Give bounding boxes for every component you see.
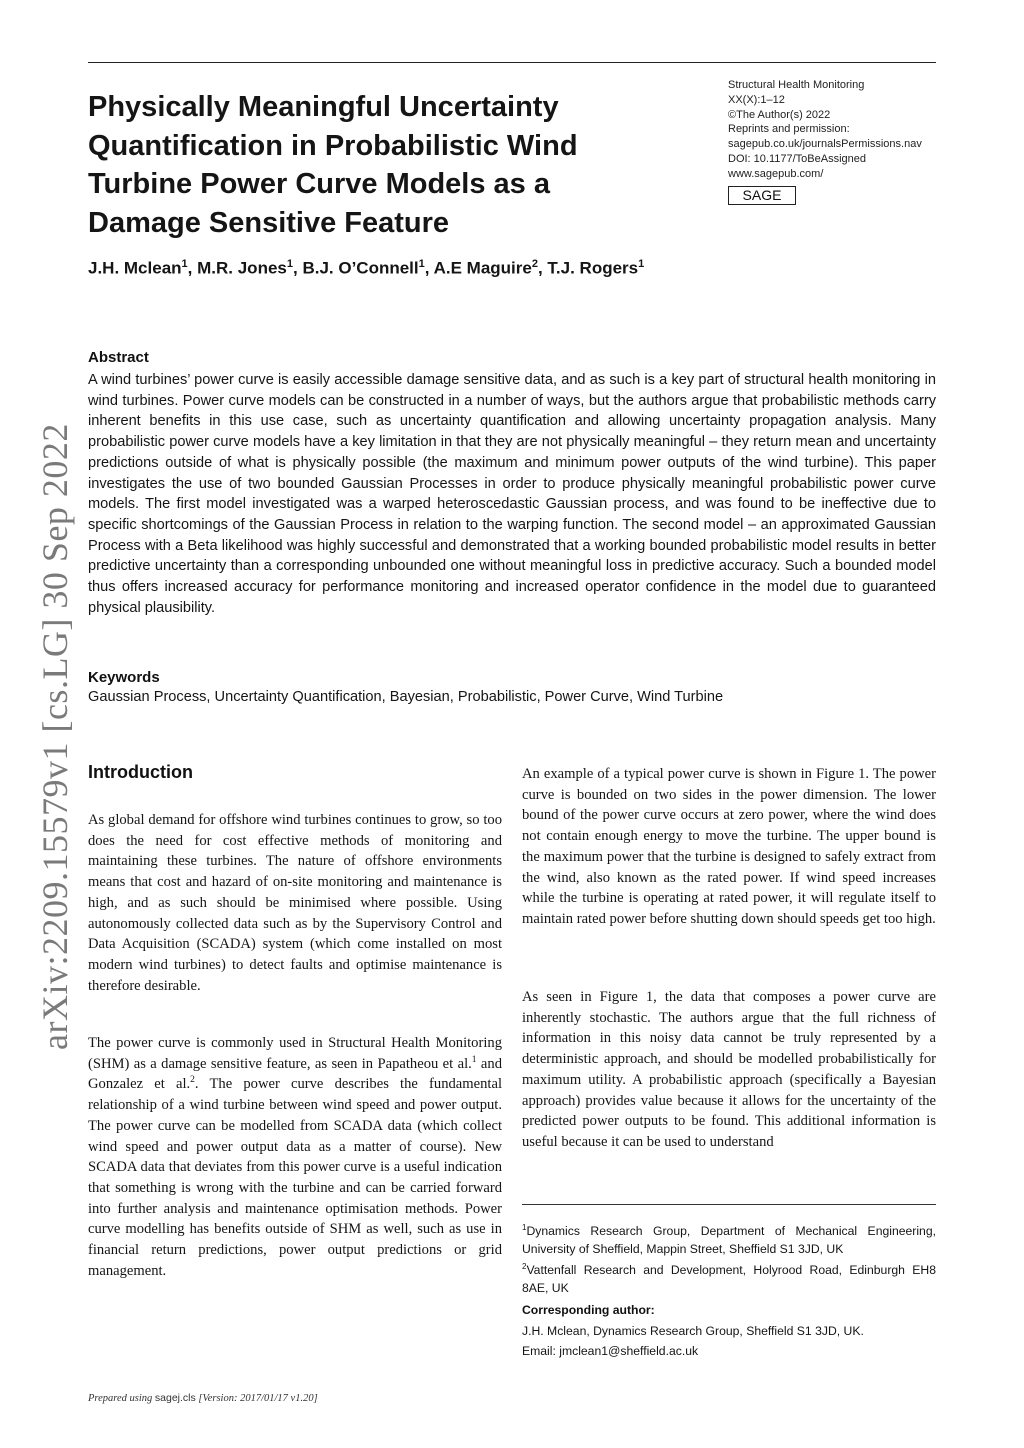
abstract-heading: Abstract [88,349,149,366]
introduction-heading: Introduction [88,762,193,782]
reprints-link[interactable]: sagepub.co.uk/journalsPermissions.nav [728,138,922,151]
abstract-text: A wind turbines’ power curve is easily accessible damage sensitive data, and as such is a key part of structural health monitoring in wind turbines. Power curve models can be constructed in a number of ways, but the authors argue that probabilistic methods carry inherent benefits in this use case, such as uncertainty quantification and allowing uncertainty propagation analysis. Many probabilistic power curve models have a key limitation in that they are not physically meaningful – they return mean and uncertainty predictions outside of what is physically possible (the maximum and minimum power outputs of the wind turbine). This paper investigates the use of two bounded Gaussian Processes in order to produce physically meaningful probabilistic power curve models. The first model investigated was a warped heteroscedastic Gaussian process, and was found to be ineffective due to specific shortcomings of the Gaussian Process in relation to the warping function. The second model – an approximated Gaussian Process with a Beta likelihood was highly successful and demonstrated that a working bounded probabilistic model results in better predictive uncertainty than a corresponding unbounded one without meaningful loss in predictive accuracy. Such a bounded model thus offers increased accuracy for performance monitoring and increased operator confidence in the model due to guaranteed physical plausibility. [88,372,936,616]
paragraph-text: The power curve is commonly used in Structural Health Monitoring (SHM) as a damage sensitive feature, as seen in Papatheou et al. [88,1035,502,1072]
sage-logo: SAGE [728,186,796,205]
author-affiliation-mark: 1 [181,258,188,270]
footer-class-file: sagej.cls [154,1392,196,1404]
affiliations [522,1219,936,1297]
keywords-heading: Keywords [88,669,160,686]
author-list: J.H. Mclean$^1$, M.R. Jones$^1$, B.J. O’Connell$^1$, A.E Maguire$^2$, T.J. Rogers$^1$ [88,258,645,278]
intro-paragraph-3: An example of a typical power curve is shown in Figure 1. The power curve is bounded on two sides in the power dimension. The lower bound of the power curve occurs at zero power, where the wind does not contain enough energy to move the turbine. The upper bound is the maximum power that the turbine is designed to safely extract from the wind, also known as the rated power. If wind speed increases while the turbine is operating at rated power, it will regulate itself to maintain rated power before shutting down should speeds get too high. [522,766,936,927]
corresponding-author-heading: Corresponding author: [522,1303,655,1317]
affiliation-text: Vattenfall Research and Development, Holyrood Road, Edinburgh EH8 8AE, UK [522,1263,936,1295]
affiliation-2 [522,1258,936,1297]
arxiv-stamp: arXiv:2209.15579v1 [cs.LG] 30 Sep 2022 [35,423,75,1050]
author-affiliation-mark: 1 [286,258,293,270]
footer-version: [Version: 2017/01/17 v1.20] [195,1393,318,1404]
reprints-label: Reprints and permission: [728,123,850,136]
copyright: ©The Author(s) 2022 [728,108,831,121]
top-rule [88,62,936,63]
paragraph-text: . The power curve describes the fundamental relationship of a wind turbine between wind speed and power output. The power curve can be modelled from SCADA data (which collect wind speed and power output data as a matter of course). New SCADA data that deviates from this power curve is a useful indication that something is wrong with the turbine and can be carried forward into further analysis and maintenance optimisation methods. Power curve modelling has benefits outside of SHM as well, such as use in financial return predictions, power output predictions or grid management. [88,1076,502,1279]
website-link[interactable]: www.sagepub.com/ [728,167,824,180]
author-affiliation-mark: 2 [531,258,538,270]
affiliation-text: Dynamics Research Group, Department of Mechanical Engineering, University of Sheffield, Mappin Street, Sheffield S1 3JD, UK [522,1224,936,1256]
citation-ref-2[interactable]: 2 [190,1075,195,1086]
footnote-rule [522,1204,936,1205]
doi[interactable]: DOI: 10.1177/ToBeAssigned [728,152,866,165]
paper-title: Physically Meaningful Uncertainty Quantification in Probabilistic Wind Turbine Power Curve Models as a Damage Sensitive Feature [88,91,578,239]
prepared-using-footer [88,1392,318,1404]
corresponding-author [522,1321,864,1361]
paragraph-text: and Gonzalez et al. [88,1055,502,1093]
author-name: M.R. Jones [197,258,287,278]
corresponding-author-email[interactable]: Email: jmclean1@sheffield.ac.uk [522,1344,699,1358]
keywords-text: Gaussian Process, Uncertainty Quantification, Bayesian, Probabilistic, Power Curve, Wind Turbine [88,689,724,705]
affiliation-mark: 1 [522,1223,527,1232]
affiliation-mark: 2 [522,1262,527,1272]
intro-paragraph-4: As seen in Figure 1, the data that composes a power curve are inherently stochastic. The authors argue that the full richness of information in this noisy data cannot be truly represented by a deterministic approach, and should be modelled probabilistically for maximum utility. A probabilistic approach (specifically a Bayesian approach) provides value because it allows for the uncertainty of the predicted power outputs to be found. This additional information is useful because it can be used to understand [522,989,936,1150]
intro-paragraph-2 [88,1033,502,1281]
footer-prefix: Prepared using [88,1393,155,1404]
author-name: A.E Maguire [433,258,532,278]
citation-ref-1[interactable]: 1 [471,1054,477,1065]
author-name: B.J. O’Connell [302,258,419,278]
author-name: J.H. Mclean [88,258,182,278]
journal-volume: XX(X):1–12 [728,93,785,106]
author-affiliation-mark: 1 [638,258,645,270]
author-name: T.J. Rogers [547,258,639,278]
affiliation-1 [522,1219,936,1258]
author-affiliation-mark: 1 [418,258,425,270]
corresponding-author-name: J.H. Mclean, Dynamics Research Group, Sheffield S1 3JD, UK. [522,1324,864,1338]
journal-name: Structural Health Monitoring [728,79,865,91]
intro-paragraph-1: As global demand for offshore wind turbines continues to grow, so too does the need for cost effective methods of monitoring and maintaining these turbines. The nature of offshore environments means that cost and hazard of on-site monitoring and maintenance is high, and as such should be minimised where possible. Using autonomously collected data such as by the Supervisory Control and Data Acquisition (SCADA) system (which come installed on most modern wind turbines) to detect faults and optimise maintenance is therefore desirable. [88,812,502,994]
journal-meta [728,78,958,205]
